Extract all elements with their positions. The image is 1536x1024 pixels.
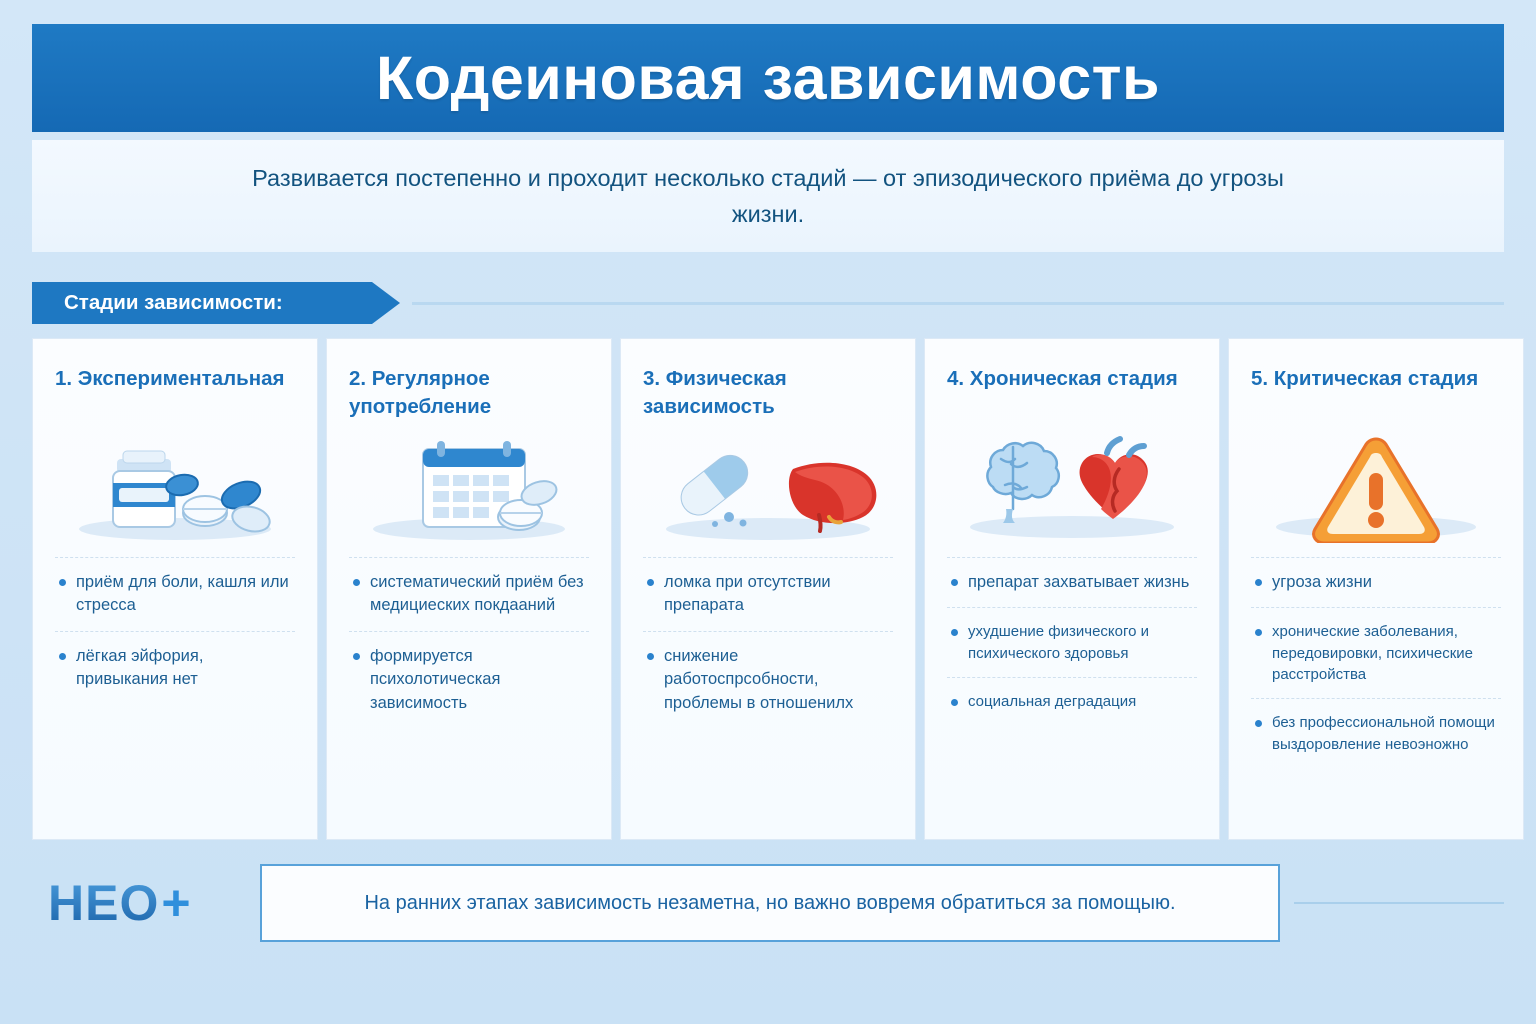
section-divider xyxy=(412,302,1504,305)
list-item xyxy=(349,557,589,631)
list-item xyxy=(643,631,893,728)
bullet-text: хронические заболевания, передовировки, психические расстройства xyxy=(1272,623,1474,684)
stage-card-2-bullets xyxy=(349,557,589,728)
subtitle-banner xyxy=(32,140,1504,252)
pill-bottle-and-tablets-icon xyxy=(55,425,295,543)
list-item xyxy=(55,557,295,631)
stages-card-row xyxy=(32,338,1504,840)
stage-card-5-bullets xyxy=(1251,557,1501,768)
stage-card-5 xyxy=(1228,338,1524,840)
bullet-text: угроза жизни xyxy=(1272,573,1372,591)
list-item xyxy=(947,607,1197,677)
bullet-dot-icon xyxy=(1255,720,1262,727)
stage-card-1-bullets xyxy=(55,557,295,705)
stage-card-1 xyxy=(32,338,318,840)
section-header xyxy=(32,282,1504,324)
list-item xyxy=(1251,557,1501,607)
subtitle-text: Развивается постепенно и проходит несколько стадий — от эпизодического приёма до угрозы жизни. xyxy=(252,164,1284,227)
page-title: Кодеиновая зависимость xyxy=(375,43,1161,112)
bullet-dot-icon xyxy=(59,579,66,586)
logo-text: HEO xyxy=(48,875,160,931)
section-ribbon-label: Стадии зависимости: xyxy=(64,291,283,314)
bullet-text: ломка при отсутствии препарата xyxy=(664,573,831,615)
bullet-text: систематический приём без медициеских покдааний xyxy=(370,573,584,615)
bullet-dot-icon xyxy=(353,579,360,586)
stage-card-3 xyxy=(620,338,916,840)
footer xyxy=(32,858,1504,950)
capsule-and-liver-icon xyxy=(643,425,893,543)
stage-card-4 xyxy=(924,338,1220,840)
bullet-text: препарат захватывает жизнь xyxy=(968,573,1190,591)
section-ribbon xyxy=(32,282,372,324)
bullet-dot-icon xyxy=(353,653,360,660)
bullet-text: приём для боли, кашля или стресса xyxy=(76,573,289,615)
logo-plus-icon: + xyxy=(161,875,191,931)
stage-card-5-title: 5. Критическая стадия xyxy=(1251,367,1479,390)
bullet-dot-icon xyxy=(951,579,958,586)
footer-divider xyxy=(1294,902,1504,904)
list-item xyxy=(1251,698,1501,768)
bullet-text: социальная деградация xyxy=(968,693,1137,711)
bullet-dot-icon xyxy=(1255,629,1262,636)
bullet-text: снижение работоспрсобности, проблемы в отношенилх xyxy=(664,646,854,712)
list-item xyxy=(349,631,589,728)
list-item xyxy=(643,557,893,631)
bullet-dot-icon xyxy=(647,653,654,660)
stage-card-1-title: 1. Экспериментальная xyxy=(55,367,285,390)
bullet-dot-icon xyxy=(59,653,66,660)
stage-card-2-title: 2. Регулярное употребление xyxy=(349,367,492,418)
warning-triangle-icon xyxy=(1251,425,1501,543)
bullet-dot-icon xyxy=(951,699,958,706)
stage-card-3-bullets xyxy=(643,557,893,728)
stage-card-4-title: 4. Хроническая стадия xyxy=(947,367,1178,390)
bullet-text: лёгкая эйфория, привыкания нет xyxy=(76,646,204,689)
stage-card-2 xyxy=(326,338,612,840)
stage-card-3-title: 3. Физическая зависимость xyxy=(643,367,787,418)
stage-card-4-bullets xyxy=(947,557,1197,725)
brand-logo xyxy=(48,872,258,934)
brain-and-heart-icon xyxy=(947,425,1197,543)
list-item xyxy=(1251,607,1501,698)
bullet-dot-icon xyxy=(951,629,958,636)
list-item xyxy=(947,557,1197,607)
footer-note-box xyxy=(260,864,1280,942)
header-banner xyxy=(32,24,1504,132)
list-item xyxy=(947,677,1197,725)
bullet-dot-icon xyxy=(647,579,654,586)
bullet-text: ухудшение физического и психического здоровья xyxy=(968,623,1150,662)
bullet-dot-icon xyxy=(1255,579,1262,586)
footer-note-text: На ранних этапах зависимость незаметна, но важно вовремя обратиться за помощыю. xyxy=(364,891,1176,914)
bullet-text: формируется психолотическая зависимость xyxy=(370,646,501,712)
bullet-text: без профессиональной помощи выздоровление невоэножно xyxy=(1272,714,1495,753)
list-item xyxy=(55,631,295,705)
ribbon-arrow-icon xyxy=(372,282,400,324)
calendar-and-tablets-icon xyxy=(349,425,589,543)
